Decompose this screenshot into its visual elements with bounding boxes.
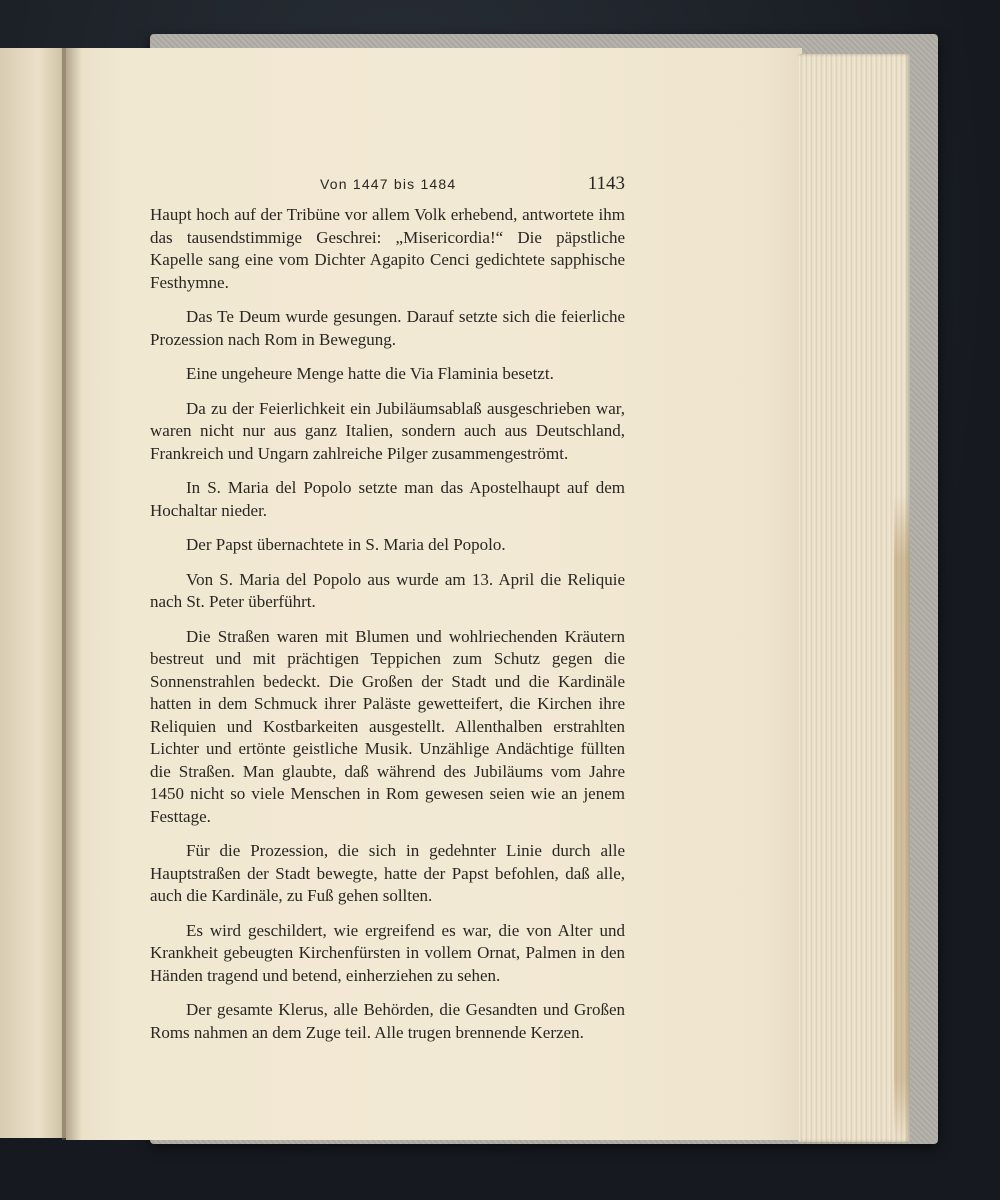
page-edges xyxy=(798,54,910,1142)
page-number: 1143 xyxy=(587,173,625,194)
paragraph: Eine ungeheure Menge hatte die Via Flaminia besetzt. xyxy=(186,364,554,383)
paragraph: Es wird geschildert, wie ergreifend es war, die von Alter und Krankheit gebeugten Kirchenfürsten in vollem Ornat, Palmen in den Händen tragend und betend, einherziehen zu sehen. xyxy=(150,920,625,985)
left-page-edge xyxy=(0,48,70,1138)
paragraph: Der gesamte Klerus, alle Behörden, die Gesandten und Großen Roms nahmen an dem Zuge teil. Alle trugen brennende Kerzen. xyxy=(150,1000,625,1042)
page-content xyxy=(150,170,625,1056)
paragraph: Der Papst übernachtete in S. Maria del Popolo. xyxy=(186,535,506,554)
paragraph: Die Straßen waren mit Blumen und wohlriechenden Kräutern bestreut und mit prächtigen Teppichen zum Schutz gegen die Sonnenstrahlen bedeckt. Die Großen der Stadt und die Kardinäle hatten in dem Schmuck ihrer Paläste gewetteifert, die Kirchen ihre Reliquien und Kostbarkeiten ausgestellt. Allenthalben erstrahlten Lichter und ertönte geistliche Musik. Unzählige Andächtige füllten die Straßen. Man glaubte, daß während des Jubiläums vom Jahre 1450 nicht so viele Menschen in Rom gewesen seien wie an jenem Festtage. xyxy=(150,626,625,826)
paragraph: Das Te Deum wurde gesungen. Darauf setzte sich die feierliche Prozession nach Rom in Bewegung. xyxy=(150,307,625,349)
paragraph: Für die Prozession, die sich in gedehnter Linie durch alle Hauptstraßen der Stadt bewegte, hatte der Papst befohlen, daß alle, auch die Kardinäle, zu Fuß gehen sollten. xyxy=(150,841,625,905)
paragraph: In S. Maria del Popolo setzte man das Apostelhaupt auf dem Hochaltar nieder. xyxy=(150,478,625,520)
running-head-title: Von 1447 bis 1484 xyxy=(320,176,457,192)
running-head xyxy=(150,170,625,204)
paragraph: Da zu der Feierlichkeit ein Jubiläumsablaß ausgeschrieben war, waren nicht nur aus ganz Italien, sondern auch aus Deutschland, Frankreich und Ungarn zahlreiche Pilger zusammengeströmt. xyxy=(150,398,625,463)
page-gutter xyxy=(62,48,82,1140)
paragraph: Haupt hoch auf der Tribüne vor allem Volk erhebend, antwortete ihm das tausendstimmige Geschrei: „Misericordia!“ Die päpstliche Kapelle sang eine vom Dichter Agapito Cenci gedichtete sapphische Festhymne. xyxy=(150,205,625,292)
page-edge-stain xyxy=(894,494,910,1144)
paragraph: Von S. Maria del Popolo aus wurde am 13. April die Reliquie nach St. Peter überführt. xyxy=(150,569,625,611)
